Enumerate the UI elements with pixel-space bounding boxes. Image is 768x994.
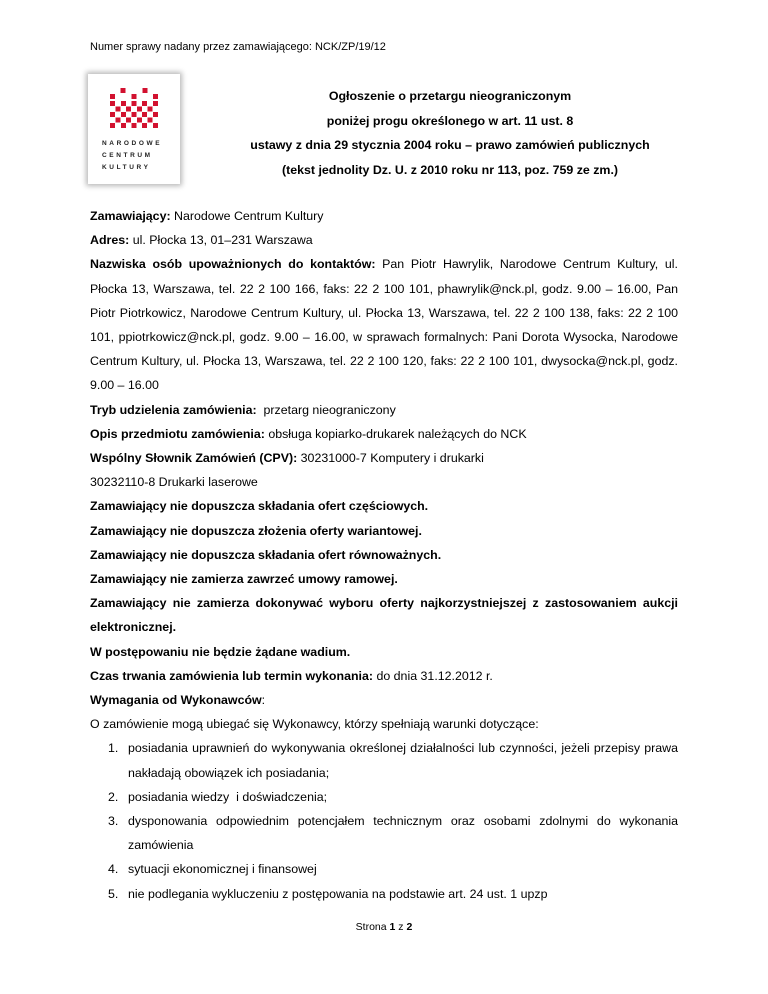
list-item: 4. sytuacji ekonomicznej i finansowej — [108, 862, 317, 877]
contract-duration: Czas trwania zamówienia lub termin wykonania: do dnia 31.12.2012 r. — [90, 668, 493, 683]
contracting-authority: Zamawiający: Narodowe Centrum Kultury — [90, 209, 324, 223]
title-line-4: (tekst jednolity Dz. U. z 2010 roku nr 113, poz. 759 ze zm.) — [281, 162, 619, 177]
no-variant-offers: Zamawiający nie dopuszcza złożenia oferty wariantowej. — [90, 523, 422, 538]
no-framework-agreement: Zamawiający nie zamierza zawrzeć umowy ramowej. — [90, 572, 398, 587]
subject-description: Opis przedmiotu zamówienia: obsługa kopiarko-drukarek należących do NCK — [90, 426, 527, 441]
logo-line-2: CENTRUM — [102, 152, 153, 159]
document-title — [200, 88, 700, 186]
list-item: 1. posiadania uprawnień do wykonywania określonej działalności lub czynności, jeżeli przepisy prawa nakładają obowiązek ich posiadania; — [108, 741, 678, 780]
list-item: 2. posiadania wiedzy i doświadczenia; — [108, 789, 328, 804]
title-line-3: ustawy z dnia 29 stycznia 2004 roku – prawo zamówień publicznych — [250, 138, 650, 152]
no-electronic-auction: Zamawiający nie zamierza dokonywać wyboru oferty najkorzystniejszej z zastosowaniem aukcji elektronicznej. — [90, 596, 678, 635]
title-line-1: Ogłoszenie o przetargu nieograniczonym — [328, 89, 572, 103]
no-equivalent-offers: Zamawiający nie dopuszcza składania ofert równoważnych. — [90, 547, 442, 562]
case-number: Numer sprawy nadany przez zamawiającego: NCK/ZP/19/12 — [90, 41, 386, 53]
title-line-2: poniżej progu określonego w art. 11 ust. 8 — [326, 113, 574, 128]
list-item: 5. nie podlegania wykluczeniu z postępowania na podstawie art. 24 ust. 1 upzp — [108, 886, 548, 901]
requirements-heading: Wymagania od Wykonawców: — [90, 693, 266, 708]
logo-line-3: KULTURY — [102, 164, 151, 171]
requirements-list — [90, 736, 678, 905]
document-body — [90, 204, 678, 906]
page-number: Strona 1 z 2 — [355, 921, 413, 933]
no-deposit: W postępowaniu nie będzie żądane wadium. — [90, 644, 351, 659]
cpv-code-2: 30232110-8 Drukarki laserowe — [90, 475, 258, 490]
requirements-intro: O zamówienie mogą ubiegać się Wykonawcy, którzy spełniają warunki dotyczące: — [90, 717, 539, 732]
nck-logo — [88, 74, 180, 184]
contacts: Nazwiska osób upoważnionych do kontaktów: Pan Piotr Hawrylik, Narodowe Centrum Kultury, ul. Płocka 13, Warszawa, tel. 22 2 100 166, faks: 22 2 100 101, phawrylik@nck.pl, godz. 9.00 – 16.00, Pan Piotr Piotrkowicz, Narodowe Centrum Kultury, ul. Płocka 13, Warszawa, tel. 22 2 100 138, faks: 22 2 100 101, ppiotrkowicz@nck.pl, godz. 9.00 – 16.00, w sprawach formalnych: Pani Dorota Wysocka, Narodowe Centrum Kultury, ul. Płocka 13, Warszawa, tel. 22 2 100 120, faks: 22 2 100 101, dwysocka@nck.pl, godz. 9.00 – 16.00 — [90, 257, 678, 393]
no-partial-offers: Zamawiający nie dopuszcza składania ofert częściowych. — [90, 499, 429, 514]
list-item: 3. dysponowania odpowiednim potencjałem technicznym oraz osobami zdolnymi do wykonania zamówienia — [108, 814, 678, 853]
cpv-codes: Wspólny Słownik Zamówień (CPV): 30231000-7 Komputery i drukarki — [90, 451, 484, 466]
address: Adres: ul. Płocka 13, 01–231 Warszawa — [90, 233, 313, 248]
procurement-mode: Tryb udzielenia zamówienia: przetarg nieograniczony — [90, 402, 396, 417]
logo-line-1: NARODOWE — [102, 140, 163, 147]
crown-icon — [110, 88, 158, 132]
